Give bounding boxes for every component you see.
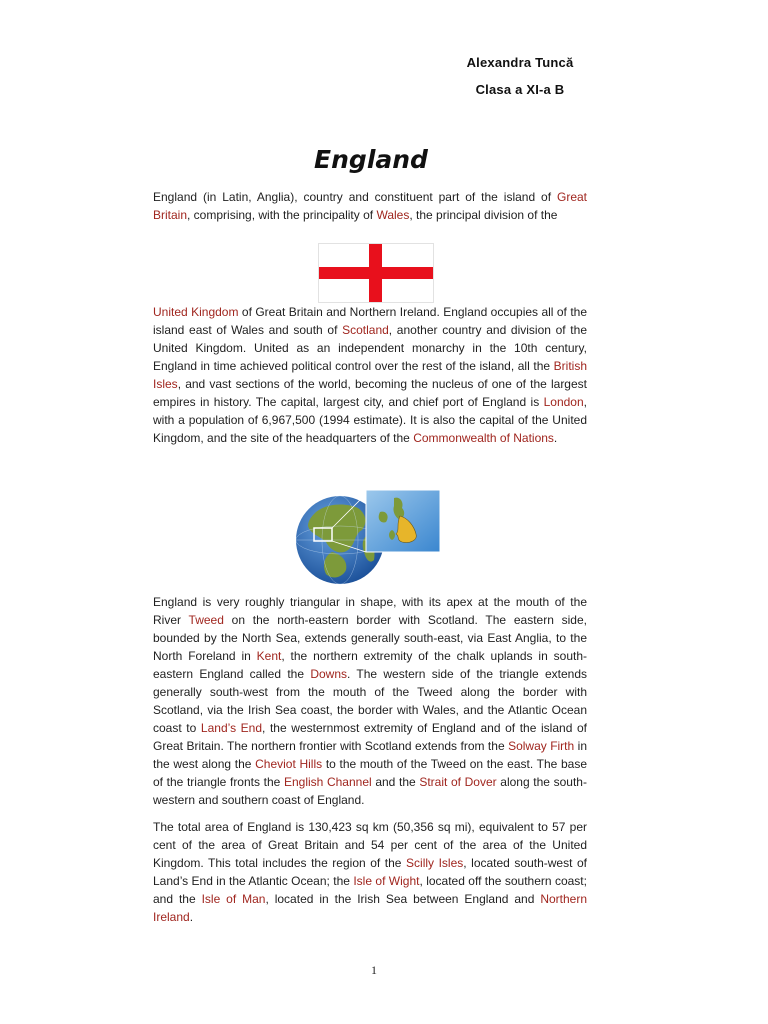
paragraph-text: , located in the Irish Sea between England and (265, 892, 541, 906)
paragraph-text: , the principal division of the (409, 208, 558, 222)
hyperlink[interactable]: Isle of Wight (353, 874, 420, 888)
hyperlink[interactable]: Strait of Dover (419, 775, 497, 789)
paragraph-text: in the west along the (153, 739, 587, 771)
paragraph-text: . (553, 431, 558, 445)
paragraph-text: , and vast sections of the world, becoming the nucleus of one of the largest empires in history. The capital, largest city, and chief port of England is (153, 377, 587, 409)
page-title: England (314, 145, 428, 174)
hyperlink[interactable]: English Channel (283, 775, 372, 789)
paragraph-text: to the mouth of the Tweed on the east. The base of the triangle fronts the (153, 757, 587, 789)
hyperlink[interactable]: Solway Firth (508, 739, 575, 753)
paragraph-text: , with a population of 6,967,500 (1994 estimate). It is also the capital of the United Kingdom, and the site of the headquarters of the (153, 395, 587, 445)
paragraph-text: , the northern extremity of the chalk uplands in south-eastern England called the (153, 649, 587, 681)
hyperlink[interactable]: Downs (310, 667, 347, 681)
paragraph-overview (153, 303, 587, 447)
flag-graphic (319, 244, 433, 302)
paragraph-area (153, 818, 587, 926)
hyperlink[interactable]: Great Britain (153, 190, 587, 222)
hyperlink[interactable]: British Isles (153, 359, 587, 391)
paragraph-text: . (189, 910, 194, 924)
hyperlink[interactable]: Commonwealth of Nations (413, 431, 554, 445)
paragraph-geography (153, 593, 587, 809)
paragraph-text: along the south-western and southern coast of England. (153, 775, 587, 807)
paragraph-text: The total area of England is 130,423 sq km (50,356 sq mi), equivalent to 57 per cent of the area of Great Britain and 54 per cent of the area of the United Kingdom. This total includes the region of the (153, 820, 587, 870)
paragraph-text: and the (371, 775, 420, 789)
hyperlink[interactable]: Wales (376, 208, 410, 222)
hyperlink[interactable]: Isle of Man (201, 892, 266, 906)
hyperlink[interactable]: London (543, 395, 584, 409)
hyperlink[interactable]: Tweed (188, 613, 224, 627)
paragraph-text: , located off the southern coast; and the (153, 874, 587, 906)
hyperlink[interactable]: Cheviot Hills (255, 757, 323, 771)
hyperlink[interactable]: Northern Ireland (153, 892, 587, 924)
paragraph-text: , the westernmost extremity of England and of the island of Great Britain. The northern frontier with Scotland extends from the (153, 721, 587, 753)
class-label: Clasa a XI-a B (475, 82, 565, 97)
paragraph-intro (153, 188, 587, 224)
locator-map-image (296, 490, 442, 586)
globe-icon (296, 490, 442, 586)
paragraph-text: England is very roughly triangular in shape, with its apex at the mouth of the River (153, 595, 587, 627)
paragraph-text: . The western side of the triangle extends generally south-west from the mouth of the Tweed along the border with Scotland, via the Irish Sea coast, the border with Wales, and the Atlantic Ocean coast to (153, 667, 588, 735)
paragraph-text: , another country and division of the United Kingdom. United as an independent monarchy in the 10th century, England in time achieved political control over the rest of the island, all the (153, 323, 587, 373)
paragraph-text: on the north-eastern border with Scotland. The eastern side, bounded by the North Sea, extends generally south-east, via East Anglia, to the North Foreland in (153, 613, 587, 663)
hyperlink[interactable]: United Kingdom (153, 305, 239, 319)
england-flag-image (318, 243, 434, 303)
paragraph-text: , comprising, with the principality of (187, 208, 377, 222)
author-name: Alexandra Tuncă (466, 55, 574, 70)
hyperlink[interactable]: Kent (256, 649, 282, 663)
page-number: 1 (371, 963, 377, 977)
hyperlink[interactable]: Scilly Isles (406, 856, 464, 870)
paragraph-text: England (in Latin, Anglia), country and constituent part of the island of (153, 190, 557, 204)
paragraph-text: , located south-west of Land’s End in the Atlantic Ocean; the (153, 856, 587, 888)
hyperlink[interactable]: Land’s End (200, 721, 263, 735)
hyperlink[interactable]: Scotland (342, 323, 389, 337)
paragraph-text: of Great Britain and Northern Ireland. England occupies all of the island east of Wales and south of (153, 305, 587, 337)
